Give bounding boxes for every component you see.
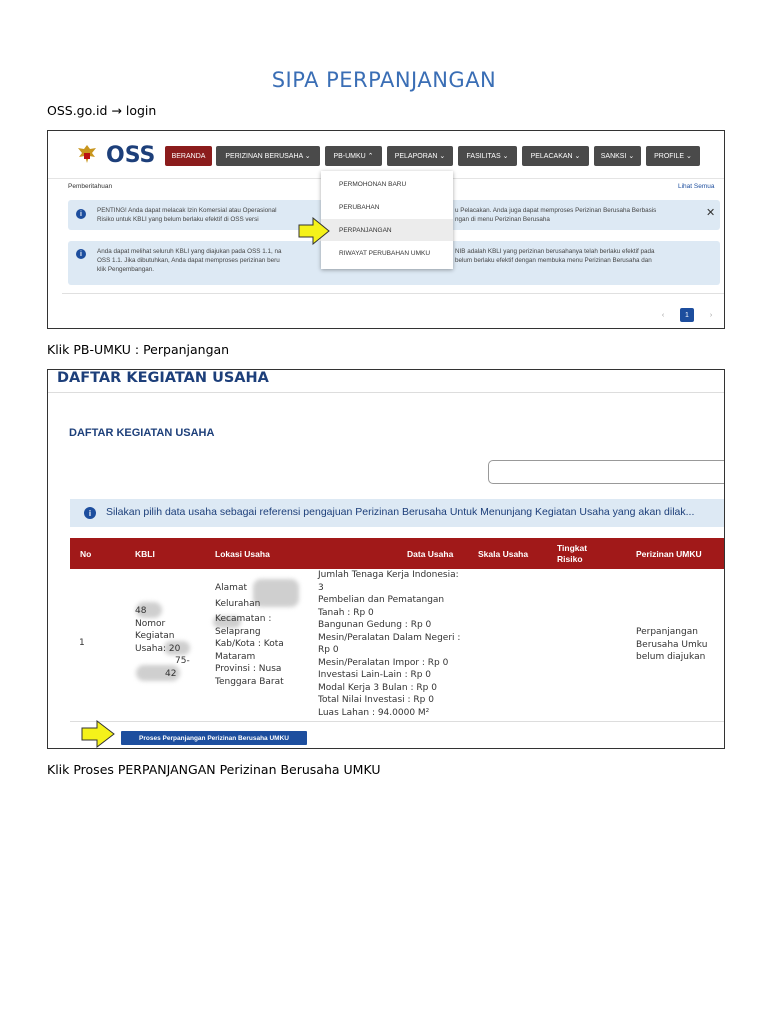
oss-dashboard-screenshot	[47, 130, 725, 329]
step2-text: Klik PB-UMKU : Perpanjangan	[47, 342, 230, 357]
col-data-usaha: Data Usaha	[407, 548, 454, 559]
menu-item-perpanjangan[interactable]: PERPANJANGAN	[321, 219, 453, 241]
alert1-text-right: u Pelacakan. Anda juga dapat memproses Perizinan Berusaha Berbasis ngan di menu Perizinan Berusaha	[455, 207, 657, 223]
col-tingkat-risiko: Tingkat Risiko	[557, 542, 588, 564]
col-perizinan-umku: Perizinan UMKU	[636, 548, 702, 559]
pager-prev[interactable]: ‹	[661, 311, 665, 319]
perizinan-umku-cell: Perpanjangan Berusaha Umku belum diajukan	[636, 627, 708, 662]
nav-pelacakan[interactable]: PELACAKAN ⌄	[522, 146, 589, 166]
kbli-cell: 48 Nomor Kegiatan Usaha: 20 75- 42	[135, 606, 190, 679]
menu-item-permohonan-baru[interactable]: PERMOHONAN BARU	[339, 180, 407, 188]
alert1-text-left: PENTING! Anda dapat melacak Izin Komersial atau Operasional Risiko untuk KBLI yang belum berlaku efektif di OSS versi	[97, 207, 277, 223]
nav-beranda[interactable]: BERANDA	[165, 146, 212, 166]
lokasi-cell: Alamat Kelurahan Kecamatan : Selaprang Kab/Kota : Kota Mataram Provinsi : Nusa Tenggara Barat	[215, 583, 284, 687]
divider	[62, 293, 724, 294]
col-kbli: KBLI	[135, 548, 155, 559]
col-skala-usaha: Skala Usaha	[478, 548, 529, 559]
oss-logo: OSS	[106, 143, 156, 168]
alert2-text-left: Anda dapat melihat seluruh KBLI yang diajukan pada OSS 1.1, na OSS 1.1. Jika dibutuhkan, Anda dapat memproses perizinan beru klik Pengembangan.	[97, 248, 282, 273]
document-title: SIPA PERPANJANGAN	[271, 68, 497, 92]
data-usaha-cell: Jumlah Tenaga Kerja Indonesia: 3 Pembelian dan Pematangan Tanah : Rp 0 Bangunan Gedung : Rp 0 Mesin/Peralatan Dalam Negeri : Rp 0 Mesin/Peralatan Impor : Rp 0 Investasi Lain-Lain : Rp 0 Modal Kerja 3 Bulan : Rp 0 Total Nilai Investasi : Rp 0 Luas Lahan : 94.0000 M²	[318, 570, 461, 718]
info-icon: i	[76, 249, 86, 259]
pager-page-1[interactable]: 1	[680, 308, 694, 322]
table-header	[70, 538, 725, 569]
col-lokasi-usaha: Lokasi Usaha	[215, 548, 270, 559]
step1-text: OSS.go.id → login	[47, 103, 157, 118]
nav-sanksi[interactable]: SANKSI ⌄	[594, 146, 641, 166]
menu-item-perubahan[interactable]: PERUBAHAN	[339, 203, 380, 211]
pb-umku-dropdown	[321, 171, 453, 269]
nav-fasilitas[interactable]: FASILITAS ⌄	[458, 146, 517, 166]
col-no: No	[80, 548, 92, 559]
section-title: DAFTAR KEGIATAN USAHA	[69, 427, 215, 439]
nav-pelaporan[interactable]: PELAPORAN ⌄	[387, 146, 453, 166]
nav-profile[interactable]: PROFILE ⌄	[646, 146, 700, 166]
info-banner	[70, 499, 725, 527]
menu-item-riwayat-perubahan-umku[interactable]: RIWAYAT PERUBAHAN UMKU	[339, 249, 431, 257]
daftar-kegiatan-screenshot	[47, 369, 725, 749]
nav-perizinan-berusaha[interactable]: PERIZINAN BERUSAHA ⌄	[216, 146, 320, 166]
notification-label: Pemberitahuan	[68, 183, 113, 190]
divider	[48, 392, 724, 393]
page-title: DAFTAR KEGIATAN USAHA	[57, 370, 269, 386]
nav-pb-umku[interactable]: PB-UMKU ⌃	[325, 146, 382, 166]
info-text: Silakan pilih data usaha sebagai referensi pengajuan Perizinan Berusaha Untuk Menunjang Kegiatan Usaha yang akan dilak...	[106, 506, 695, 518]
search-input[interactable]	[488, 460, 725, 484]
see-all-link[interactable]: Lihat Semua	[678, 183, 715, 190]
pager-next[interactable]: ›	[709, 311, 713, 319]
yellow-arrow-icon	[298, 217, 330, 245]
info-icon: i	[76, 209, 86, 219]
close-icon[interactable]: ✕	[706, 207, 716, 219]
step3-text: Klik Proses PERPANJANGAN Perizinan Berusaha UMKU	[47, 762, 381, 777]
alert2-text-right: NIB adalah KBLI yang perizinan berusahanya telah berlaku efektif pada belum berlaku efektif dengan membuka menu Perizinan Berusaha dan	[455, 248, 655, 264]
info-icon: i	[84, 507, 96, 519]
row-no: 1	[79, 638, 85, 648]
yellow-arrow-icon	[81, 720, 115, 748]
garuda-emblem-icon	[76, 143, 98, 167]
table-row[interactable]	[70, 569, 725, 722]
proses-perpanjangan-button[interactable]: Proses Perpanjangan Perizinan Berusaha UMKU	[121, 731, 307, 745]
